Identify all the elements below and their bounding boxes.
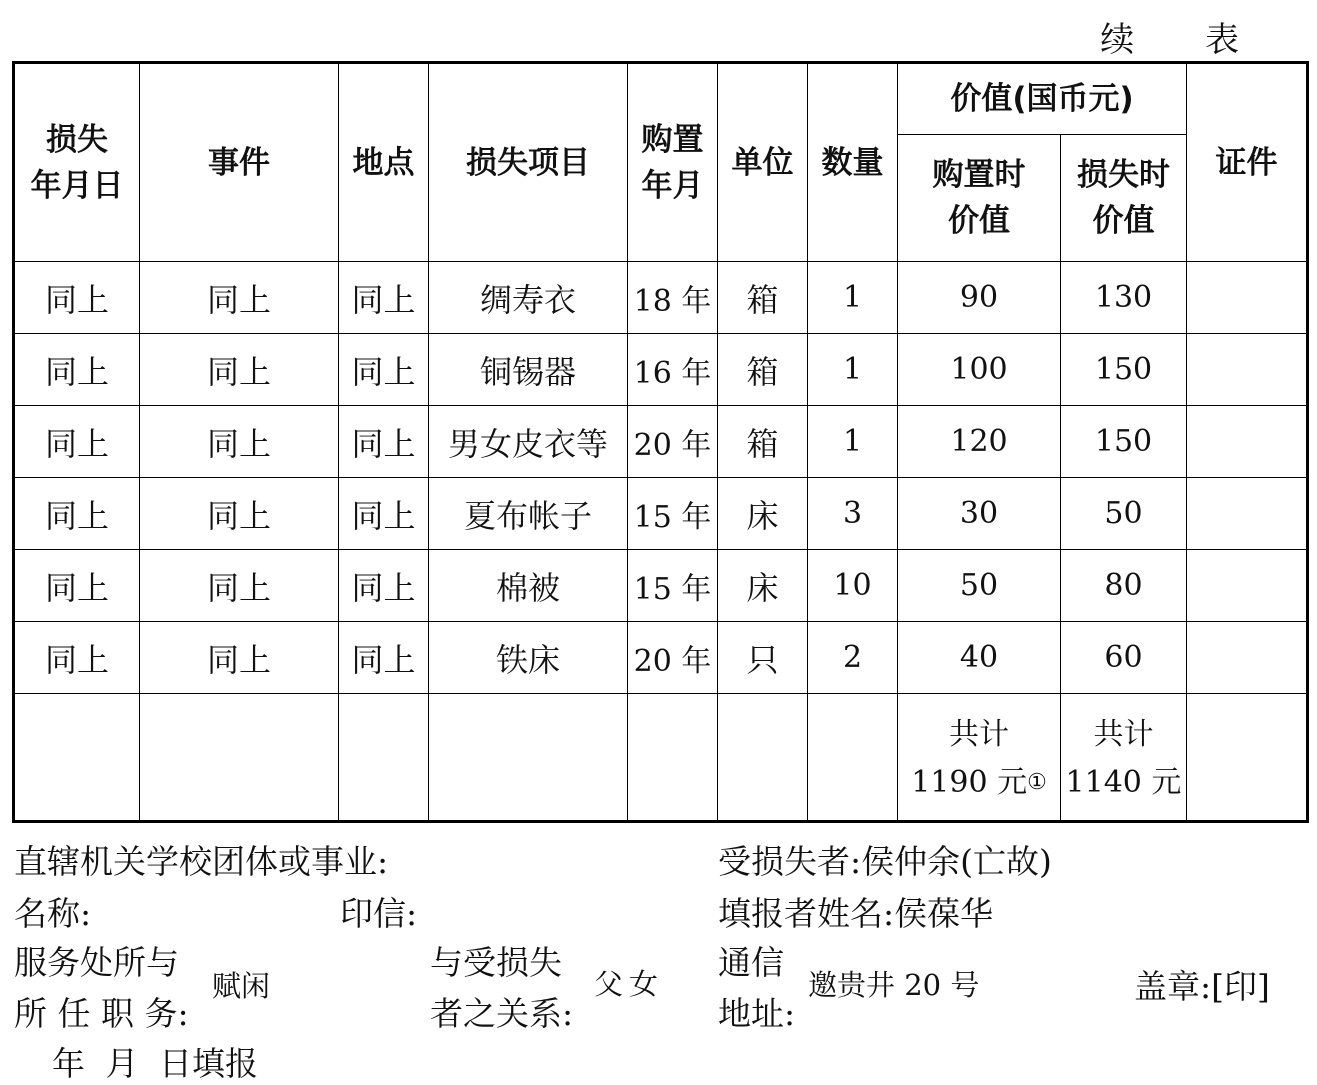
- relation-label-2: 者之关系:: [430, 994, 574, 1033]
- cell-value-purchase: 40: [898, 622, 1061, 694]
- cell-value-loss: 60: [1061, 622, 1187, 694]
- service-value: 赋闲: [212, 969, 271, 1003]
- cell-evidence: [1187, 622, 1308, 694]
- date-line: 年 月 日填报: [52, 1044, 258, 1083]
- header-value-group: 价值(国币元): [898, 63, 1187, 135]
- address-label-2: 地址:: [718, 994, 796, 1033]
- header-value-loss: 损失时 价值: [1061, 135, 1187, 262]
- totals-empty: [429, 694, 628, 822]
- totals-empty: [808, 694, 898, 822]
- cell-value-loss: 130: [1061, 262, 1187, 334]
- cell-date: 同上: [14, 334, 140, 406]
- cell-evidence: [1187, 550, 1308, 622]
- cell-evidence: [1187, 262, 1308, 334]
- total-purchase-amount: 1190 元: [911, 765, 1028, 800]
- total-loss-value: [1061, 694, 1187, 822]
- cell-event: 同上: [140, 334, 339, 406]
- cell-value-purchase: 30: [898, 478, 1061, 550]
- cell-unit: 箱: [718, 406, 808, 478]
- total-purchase-value: [898, 694, 1061, 822]
- name-label: 名称:: [14, 894, 92, 933]
- table-row: [14, 334, 1308, 406]
- totals-empty: [628, 694, 718, 822]
- cell-value-purchase: 100: [898, 334, 1061, 406]
- header-item: 损失项目: [429, 63, 628, 262]
- cell-item: 棉被: [429, 550, 628, 622]
- header-event: 事件: [140, 63, 339, 262]
- cell-qty: 1: [808, 334, 898, 406]
- total-label: 共计: [949, 717, 1009, 752]
- header-value-purchase: 购置时 价值: [898, 135, 1061, 262]
- address-value: 邀贵井 20 号: [808, 968, 980, 1002]
- cell-value-loss: 50: [1061, 478, 1187, 550]
- cell-event: 同上: [140, 262, 339, 334]
- cell-place: 同上: [339, 262, 429, 334]
- cell-qty: 1: [808, 406, 898, 478]
- totals-row: [14, 694, 1308, 822]
- cell-date: 同上: [14, 550, 140, 622]
- cell-value-loss: 150: [1061, 406, 1187, 478]
- cell-unit: 只: [718, 622, 808, 694]
- cell-purchase: 16 年: [628, 334, 718, 406]
- cell-date: 同上: [14, 622, 140, 694]
- totals-empty: [1187, 694, 1308, 822]
- reporter-line: 填报者姓名:侯葆华: [718, 894, 994, 933]
- cell-event: 同上: [140, 622, 339, 694]
- cell-purchase: 20 年: [628, 622, 718, 694]
- header-date: 损失 年月日: [14, 63, 140, 262]
- header-place: 地点: [339, 63, 429, 262]
- cell-unit: 床: [718, 478, 808, 550]
- cell-qty: 3: [808, 478, 898, 550]
- cell-value-loss: 80: [1061, 550, 1187, 622]
- table-row: [14, 478, 1308, 550]
- stamp-label: 盖章:[印]: [1134, 967, 1270, 1006]
- cell-item: 铜锡器: [429, 334, 628, 406]
- cell-qty: 10: [808, 550, 898, 622]
- footnote-marker: ①: [1027, 770, 1047, 795]
- relation-value: 父女: [594, 967, 665, 1001]
- total-label: 共计: [1093, 717, 1154, 752]
- cell-evidence: [1187, 406, 1308, 478]
- relation-label-1: 与受损失: [430, 943, 562, 982]
- cell-purchase: 15 年: [628, 550, 718, 622]
- cell-value-purchase: 120: [898, 406, 1061, 478]
- cell-place: 同上: [339, 334, 429, 406]
- cell-qty: 2: [808, 622, 898, 694]
- cell-place: 同上: [339, 550, 429, 622]
- service-label-1: 服务处所与: [14, 943, 179, 982]
- cell-value-purchase: 50: [898, 550, 1061, 622]
- header-evidence: 证件: [1187, 63, 1308, 262]
- table-row: [14, 550, 1308, 622]
- header-unit: 单位: [718, 63, 808, 262]
- cell-value-loss: 150: [1061, 334, 1187, 406]
- cell-place: 同上: [339, 478, 429, 550]
- cell-date: 同上: [14, 406, 140, 478]
- continued-label: 续 表: [1100, 20, 1269, 60]
- cell-purchase: 15 年: [628, 478, 718, 550]
- cell-date: 同上: [14, 262, 140, 334]
- table-row: [14, 406, 1308, 478]
- cell-qty: 1: [808, 262, 898, 334]
- cell-item: 绸寿衣: [429, 262, 628, 334]
- cell-value-purchase: 90: [898, 262, 1061, 334]
- cell-purchase: 18 年: [628, 262, 718, 334]
- totals-empty: [140, 694, 339, 822]
- totals-empty: [718, 694, 808, 822]
- cell-date: 同上: [14, 478, 140, 550]
- cell-unit: 床: [718, 550, 808, 622]
- cell-evidence: [1187, 334, 1308, 406]
- cell-event: 同上: [140, 478, 339, 550]
- totals-empty: [14, 694, 140, 822]
- loss-table: [12, 61, 1309, 823]
- cell-item: 男女皮衣等: [429, 406, 628, 478]
- cell-item: 夏布帐子: [429, 478, 628, 550]
- cell-unit: 箱: [718, 334, 808, 406]
- totals-empty: [339, 694, 429, 822]
- cell-evidence: [1187, 478, 1308, 550]
- victim-line: 受损失者:侯仲余(亡故): [718, 842, 1052, 881]
- header-row: [14, 63, 1308, 135]
- seal-label: 印信:: [340, 894, 418, 933]
- cell-place: 同上: [339, 406, 429, 478]
- cell-place: 同上: [339, 622, 429, 694]
- cell-item: 铁床: [429, 622, 628, 694]
- cell-purchase: 20 年: [628, 406, 718, 478]
- cell-unit: 箱: [718, 262, 808, 334]
- table-row: [14, 262, 1308, 334]
- cell-event: 同上: [140, 550, 339, 622]
- address-label-1: 通信: [718, 943, 784, 982]
- cell-event: 同上: [140, 406, 339, 478]
- total-loss-amount: 1140 元: [1065, 765, 1182, 800]
- table-row: [14, 622, 1308, 694]
- header-qty: 数量: [808, 63, 898, 262]
- org-label: 直辖机关学校团体或事业:: [14, 842, 389, 881]
- header-purchase-date: 购置 年月: [628, 63, 718, 262]
- service-label-2: 所 任 职 务:: [14, 994, 189, 1033]
